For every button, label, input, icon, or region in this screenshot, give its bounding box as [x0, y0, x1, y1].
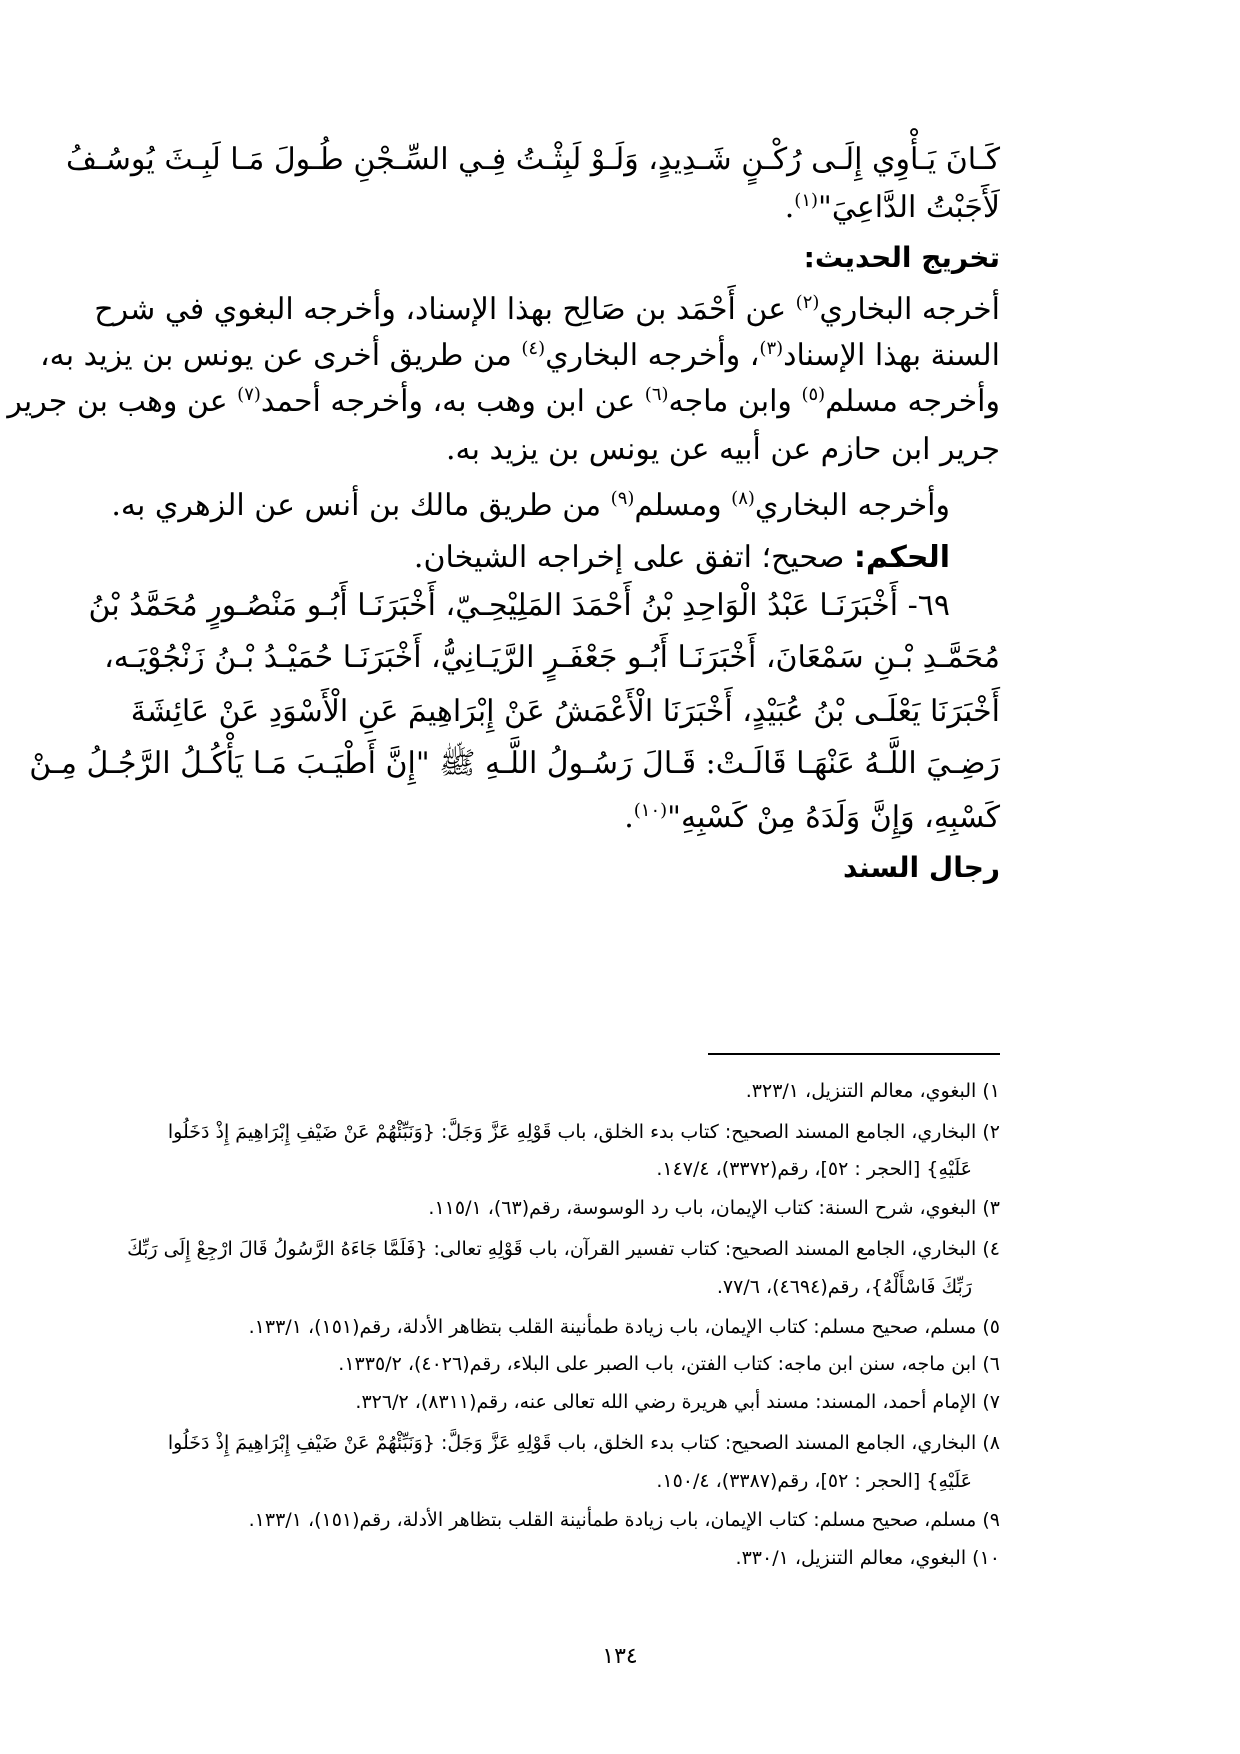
footnote-ref[interactable]: (٩): [610, 488, 635, 509]
text-run: ، وأخرجه البخاري: [545, 338, 760, 373]
punctuation: .: [784, 190, 795, 225]
footnote-3: ٣) البغوي، شرح السنة: كتاب الإيمان، باب رد الوسوسة، رقم(٦٣)، ١١٥/١.: [428, 1197, 1000, 1219]
hadith-69-line-4: رَضِـيَ اللَّـهُ عَنْهَـا قَالَـتْ: قَـالَ رَسُـولُ اللَّـهِ ﷺ "إِنَّ أَطْيَـبَ مَـا يَأْكُـلُ الرَّجُـلُ مِـنْ: [29, 746, 1000, 781]
verdict-text: صحيح؛ اتفق على إخراجه الشيخان.: [413, 540, 854, 575]
verdict-label: الحكم:: [853, 540, 950, 575]
footnote-ref[interactable]: (٥): [801, 384, 826, 405]
text-run: عن وهب بن جرير: [7, 384, 238, 419]
text-run: وابن ماجه: [668, 384, 802, 419]
section-heading-rijal: رجال السند: [842, 851, 1000, 884]
text-run: عن أَحْمَد بن صَالِح بهذا الإسناد، وأخرجه البغوي في شرح: [94, 292, 796, 327]
footnote-7: ٧) الإمام أحمد، المسند: مسند أبي هريرة رضي الله تعالى عنه، رقم(٨٣١١)، ٣٢٦/٢.: [355, 1391, 1000, 1413]
footnote-ref[interactable]: (٨): [731, 488, 755, 509]
hadith-text-line-1: كَـانَ يَـأْوِي إِلَـى رُكْـنٍ شَـدِيدٍ، وَلَـوْ لَبِثْـتُ فِـي السِّـجْنِ طُـولَ مَـا لَبِـثَ يُوسُـفُ: [65, 142, 1000, 177]
text-run: ومسلم: [634, 488, 732, 523]
footnote-10: ١٠) البغوي، معالم التنزيل، ٣٣٠/١.: [735, 1547, 1000, 1569]
footnote-5: ٥) مسلم، صحيح مسلم: كتاب الإيمان، باب زيادة طمأنينة القلب بتظاهر الأدلة، رقم(١٥١)، ١٣٣/١.: [248, 1316, 1000, 1338]
section-heading-takhrij: تخريج الحديث:: [803, 241, 1000, 274]
footnote-4-line-2: رَبِّكَ فَاسْأَلْهُ}، رقم(٤٦٩٤)، ٧٧/٦.: [716, 1276, 972, 1298]
punctuation: .: [624, 800, 634, 835]
takhrij-line-4: جرير ابن حازم عن أبيه عن يونس بن يزيد به.: [446, 432, 1000, 467]
hadith-69-line-2: مُحَمَّـدِ بْـنِ سَمْعَانَ، أَخْبَرَنَـا أَبُـو جَعْفَـرٍ الرَّيَـانِيُّ، أَخْبَرَنَـا حُمَيْـدُ بْـنُ زَنْجُوْيَـه،: [104, 640, 1000, 675]
hadith-text-end: لَأَجَبْتُ الدَّاعِيَ": [818, 190, 1000, 225]
text-run: وأخرجه البخاري: [754, 488, 950, 523]
footnote-1: ١) البغوي، معالم التنزيل، ٣٢٣/١.: [745, 1080, 1000, 1102]
hadith-69-line-3: أَخْبَرَنَا يَعْلَـى بْنُ عُبَيْدٍ، أَخْبَرَنَا الْأَعْمَشُ عَنْ إِبْرَاهِيمَ عَنِ الْأَسْوَدِ عَنْ عَائِشَةَ: [130, 694, 1000, 729]
text-run: من طريق أخرى عن يونس بن يزيد به،: [39, 338, 522, 373]
footnote-ref[interactable]: (١٠): [633, 800, 668, 821]
footnote-ref[interactable]: (٤): [521, 338, 546, 359]
footnote-ref[interactable]: (١): [794, 190, 819, 211]
text-run: من طريق مالك بن أنس عن الزهري به.: [111, 488, 611, 523]
footnote-ref[interactable]: (٧): [237, 384, 261, 405]
text-run: وأخرجه مسلم: [825, 384, 1000, 419]
text-run: عن ابن وهب به، وأخرجه أحمد: [260, 384, 645, 419]
text-run: كَسْبِهِ، وَإِنَّ وَلَدَهُ مِنْ كَسْبِهِ": [667, 800, 1000, 835]
text-run: السنة بهذا الإسناد: [783, 338, 1000, 373]
footnote-2-line-2: عَلَيْهِ} [الحجر : ٥٢]، رقم(٣٣٧٢)، ١٤٧/٤.: [656, 1158, 972, 1180]
footnote-8-line-1: ٨) البخاري، الجامع المسند الصحيح: كتاب بدء الخلق، باب قَوْلِهِ عَزَّ وَجَلَّ: {وَنَبِّئْهُمْ عَنْ ضَيْفِ إِبْرَاهِيمَ إِذْ دَخَلُوا: [167, 1432, 1000, 1454]
footnote-ref[interactable]: (٢): [795, 292, 820, 313]
footnote-ref[interactable]: (٣): [759, 338, 784, 359]
hadith-69-line-1: ٦٩- أَخْبَرَنَـا عَبْدُ الْوَاحِدِ بْنُ أَحْمَدَ المَلِيْحِـيّ، أَخْبَرَنَـا أَبُـو مَنْصُـورٍ مُحَمَّدُ بْنُ: [88, 588, 950, 623]
footnote-2-line-1: ٢) البخاري، الجامع المسند الصحيح: كتاب بدء الخلق، باب قَوْلِهِ عَزَّ وَجَلَّ: {وَنَبِّئْهُمْ عَنْ ضَيْفِ إِبْرَاهِيمَ إِذْ دَخَلُوا: [167, 1121, 1000, 1143]
footnote-6: ٦) ابن ماجه، سنن ابن ماجه: كتاب الفتن، باب الصبر على البلاء، رقم(٤٠٢٦)، ١٣٣٥/٢.: [338, 1353, 1000, 1375]
footnote-4-line-1: ٤) البخاري، الجامع المسند الصحيح: كتاب تفسير القرآن، باب قَوْلِهِ تعالى: {فَلَمَّا جَاءَهُ الرَّسُولُ قَالَ ارْجِعْ إِلَى رَبِّكَ: [127, 1238, 1000, 1260]
page-number: ١٣٤: [602, 1644, 638, 1669]
text-run: أخرجه البخاري: [819, 292, 1000, 327]
footnote-ref[interactable]: (٦): [644, 384, 669, 405]
footnote-9: ٩) مسلم، صحيح مسلم: كتاب الإيمان، باب زيادة طمأنينة القلب بتظاهر الأدلة، رقم(١٥١)، ١٣٣/١.: [248, 1509, 1000, 1531]
footnote-8-line-2: عَلَيْهِ} [الحجر : ٥٢]، رقم(٣٣٨٧)، ١٥٠/٤.: [656, 1470, 972, 1492]
